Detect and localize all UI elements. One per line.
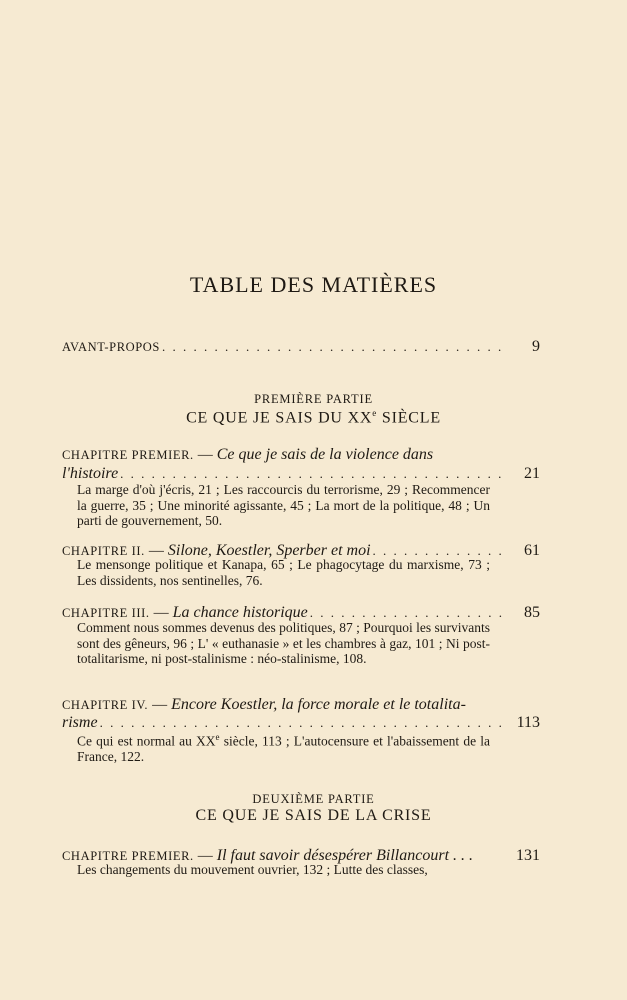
entry-label: AVANT-PROPOS — [62, 340, 160, 354]
page-number: 9 — [532, 338, 540, 355]
summary-sup: e — [215, 732, 220, 742]
chapter-summary — [77, 730, 490, 765]
toc-entry-chapter — [62, 695, 540, 715]
part-title-sup: e — [372, 408, 378, 418]
part-title-end: SIÈCLE — [377, 409, 441, 427]
chapter-title: Silone, Koestler, Sperber et moi — [167, 542, 371, 559]
chapter-summary: La marge d'où j'écris, 21 ; Les raccourcis du terrorisme, 29 ; Recommencer la guerre, 35 ; Une minorité agissante, 45 ; La mort de la politique, 48 ; Un parti de gouvernement, 50. — [77, 482, 490, 528]
part-label: PREMIÈRE PARTIE — [254, 392, 373, 406]
dash: — — [148, 543, 164, 559]
dash: — — [152, 697, 168, 713]
chapter-label: CHAPITRE II. — [62, 544, 145, 558]
chapter-summary: Le mensonge politique et Kanapa, 65 ; Le phagocytage du marxisme, 73 ; Les dissidents, nos sentinelles, 76. — [77, 557, 490, 588]
chapter-label: CHAPITRE PREMIER. — [62, 448, 194, 462]
chapter-title: Encore Koestler, la force morale et le totalita- — [171, 696, 466, 713]
part-title-text: CE QUE JE SAIS DU XX — [186, 409, 373, 427]
chapter-label: CHAPITRE PREMIER. — [62, 849, 194, 863]
summary-text-end: siècle, 113 ; L'autocensure et l'abaissement de la France, 122. — [77, 733, 490, 764]
toc-entry-avant-propos — [62, 337, 540, 357]
summary-text: Ce qui est normal au XX — [77, 733, 216, 749]
page-number: 131 — [516, 847, 540, 864]
chapter-title: La chance historique — [172, 604, 308, 621]
chapter-title-cont: risme — [62, 714, 98, 731]
toc-entry-chapter-cont — [62, 464, 540, 483]
chapter-summary: Comment nous sommes devenus des politiques, 87 ; Pourquoi les survivants sont des gêneurs, 96 ; L' « euthanasie » et les chambres à gaz, 101 ; Ni post-totalitarisme, ni post-stalinisme : néo-stalinisme, 108. — [77, 620, 490, 666]
part-label: DEUXIÈME PARTIE — [252, 792, 375, 806]
chapter-title: Ce que je sais de la violence dans — [216, 446, 434, 463]
leader-dots — [120, 464, 508, 483]
part-title: CE QUE JE SAIS DE LA CRISE — [195, 807, 432, 824]
chapter-summary: Les changements du mouvement ouvrier, 132 ; Lutte des classes, — [77, 862, 428, 877]
page-number: 61 — [524, 542, 540, 559]
chapter-label: CHAPITRE III. — [62, 606, 150, 620]
page-number: 21 — [524, 465, 540, 482]
page-number: 85 — [524, 604, 540, 621]
dash: — — [153, 605, 169, 621]
part-title — [0, 408, 627, 427]
page-title: TABLE DES MATIÈRES — [189, 272, 438, 297]
chapter-label: CHAPITRE IV. — [62, 698, 149, 712]
page-number: 113 — [516, 714, 540, 731]
chapter-title-cont: l'histoire — [62, 465, 119, 482]
dash: — — [197, 848, 213, 864]
chapter-title: Il faut savoir désespérer Billancourt . . . — [216, 847, 474, 864]
leader-dots — [162, 337, 508, 356]
toc-entry-chapter — [62, 445, 540, 465]
show-through-text — [70, 108, 540, 168]
dash: — — [197, 447, 213, 463]
